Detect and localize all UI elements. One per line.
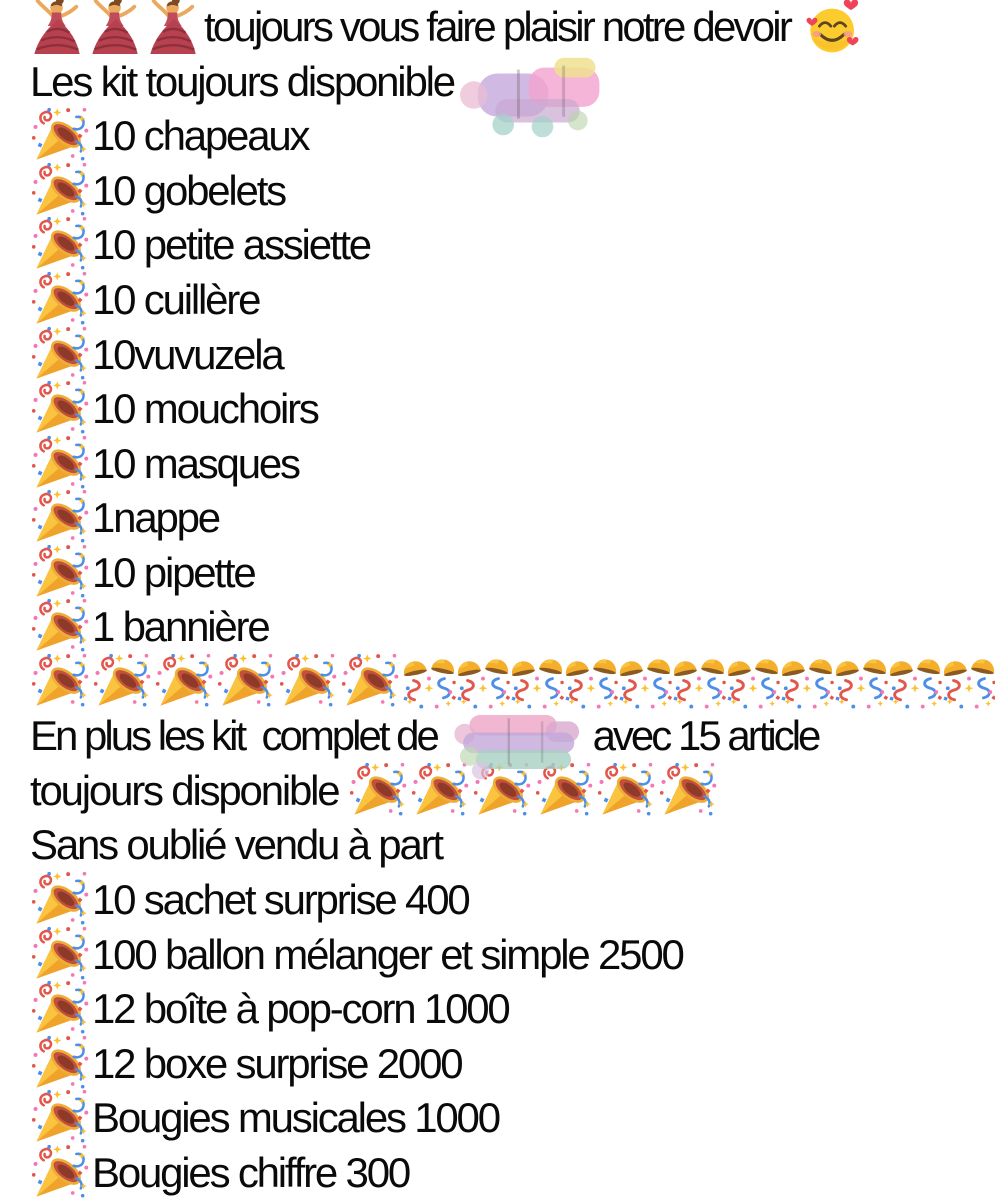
sold-separately-text: Sans oublié vendu à part	[30, 821, 442, 869]
party-popper-icon	[30, 980, 90, 1038]
complete-kit-line-1	[30, 709, 995, 764]
party-popper-icon	[154, 653, 214, 711]
kit-item-text: 10 pipette	[92, 548, 255, 596]
party-popper-icon	[340, 653, 400, 711]
kit-item-text: 1 bannière	[92, 603, 269, 651]
kit-item-text: 1nappe	[92, 494, 219, 542]
confetti-ball-icon	[402, 653, 456, 710]
confetti-ball-icon	[726, 653, 780, 710]
celebration-emoji-row	[30, 655, 995, 710]
party-popper-icon	[30, 598, 90, 656]
kit-item-text: 10 chapeaux	[92, 112, 309, 160]
extra-item-text: 12 boîte à pop-corn 1000	[92, 985, 509, 1033]
confetti-ball-icon	[834, 653, 888, 710]
party-popper-icon	[30, 271, 90, 329]
kit-item-text: 10 masques	[92, 439, 299, 487]
kit-item-text: 10 mouchoirs	[92, 385, 318, 433]
party-popper-icon	[596, 762, 656, 820]
extra-list-item	[30, 1145, 995, 1200]
confetti-ball-icon	[942, 653, 995, 710]
party-popper-icon	[30, 1035, 90, 1093]
confetti-ball-icon	[672, 653, 726, 710]
extra-list-item	[30, 1036, 995, 1091]
party-popper-icon	[30, 489, 90, 547]
party-popper-icon	[30, 1089, 90, 1147]
party-popper-icon	[30, 653, 90, 711]
extra-item-text: Bougies musicales 1000	[92, 1094, 499, 1142]
kit-list-item	[30, 436, 995, 491]
kit-list-item	[30, 545, 995, 600]
extra-item-text: Bougies chiffre 300	[92, 1148, 410, 1196]
complete-kit-text-after: avec 15 article	[592, 712, 819, 760]
party-popper-icon	[658, 762, 718, 820]
kit-list-item	[30, 273, 995, 328]
extra-list-item	[30, 1091, 995, 1146]
party-popper-icon	[30, 544, 90, 602]
intro-line	[30, 0, 995, 55]
extra-item-text: 10 sachet surprise 400	[92, 876, 469, 924]
confetti-ball-icon	[780, 653, 834, 710]
party-popper-icon	[30, 926, 90, 984]
confetti-ball-icon	[888, 653, 942, 710]
censor-scribble	[452, 702, 587, 790]
extra-item-text: 100 ballon mélanger et simple 2500	[92, 930, 683, 978]
woman-dancing-icon	[88, 0, 142, 58]
intro-text: toujours vous faire plaisir notre devoir	[204, 3, 799, 51]
woman-dancing-icon	[146, 0, 200, 58]
extra-list-item	[30, 873, 995, 928]
kit-list-item	[30, 164, 995, 219]
party-popper-icon	[30, 1144, 90, 1200]
party-popper-icon	[92, 653, 152, 711]
censor-scribble	[460, 57, 622, 139]
party-popper-icon	[30, 871, 90, 929]
kit-list-item	[30, 327, 995, 382]
kit-list-item	[30, 491, 995, 546]
kit-item-text: 10 petite assiette	[92, 221, 370, 269]
kit-list-item	[30, 382, 995, 437]
party-popper-icon	[30, 380, 90, 438]
party-popper-icon	[30, 435, 90, 493]
party-popper-icon	[30, 326, 90, 384]
kits-heading-line	[30, 55, 995, 110]
extra-item-text: 12 boxe surprise 2000	[92, 1039, 462, 1087]
kits-heading-text: Les kit toujours disponible	[30, 57, 454, 105]
kit-item-text: 10 cuillère	[92, 276, 260, 323]
kit-item-text: 10vuvuzela	[92, 330, 283, 378]
party-popper-icon	[348, 762, 408, 820]
extra-list-item	[30, 927, 995, 982]
complete-kit-line2-text: toujours disponible	[30, 766, 348, 814]
confetti-ball-icon	[618, 653, 672, 710]
kit-list-item	[30, 218, 995, 273]
complete-kit-text-before: En plus les kit complet de	[30, 712, 446, 760]
woman-dancing-icon	[30, 0, 84, 58]
sold-separately-heading	[30, 818, 995, 873]
party-popper-icon	[30, 107, 90, 165]
party-popper-icon	[30, 216, 90, 274]
smiling-face-with-hearts-icon	[805, 0, 861, 55]
party-popper-icon	[30, 162, 90, 220]
kit-item-text: 10 gobelets	[92, 166, 285, 214]
party-popper-icon	[216, 653, 276, 711]
popper-icons	[30, 653, 402, 711]
extra-list-item	[30, 982, 995, 1037]
party-popper-icon	[278, 653, 338, 711]
kit-list-item	[30, 600, 995, 655]
dancer-icons	[30, 0, 204, 58]
